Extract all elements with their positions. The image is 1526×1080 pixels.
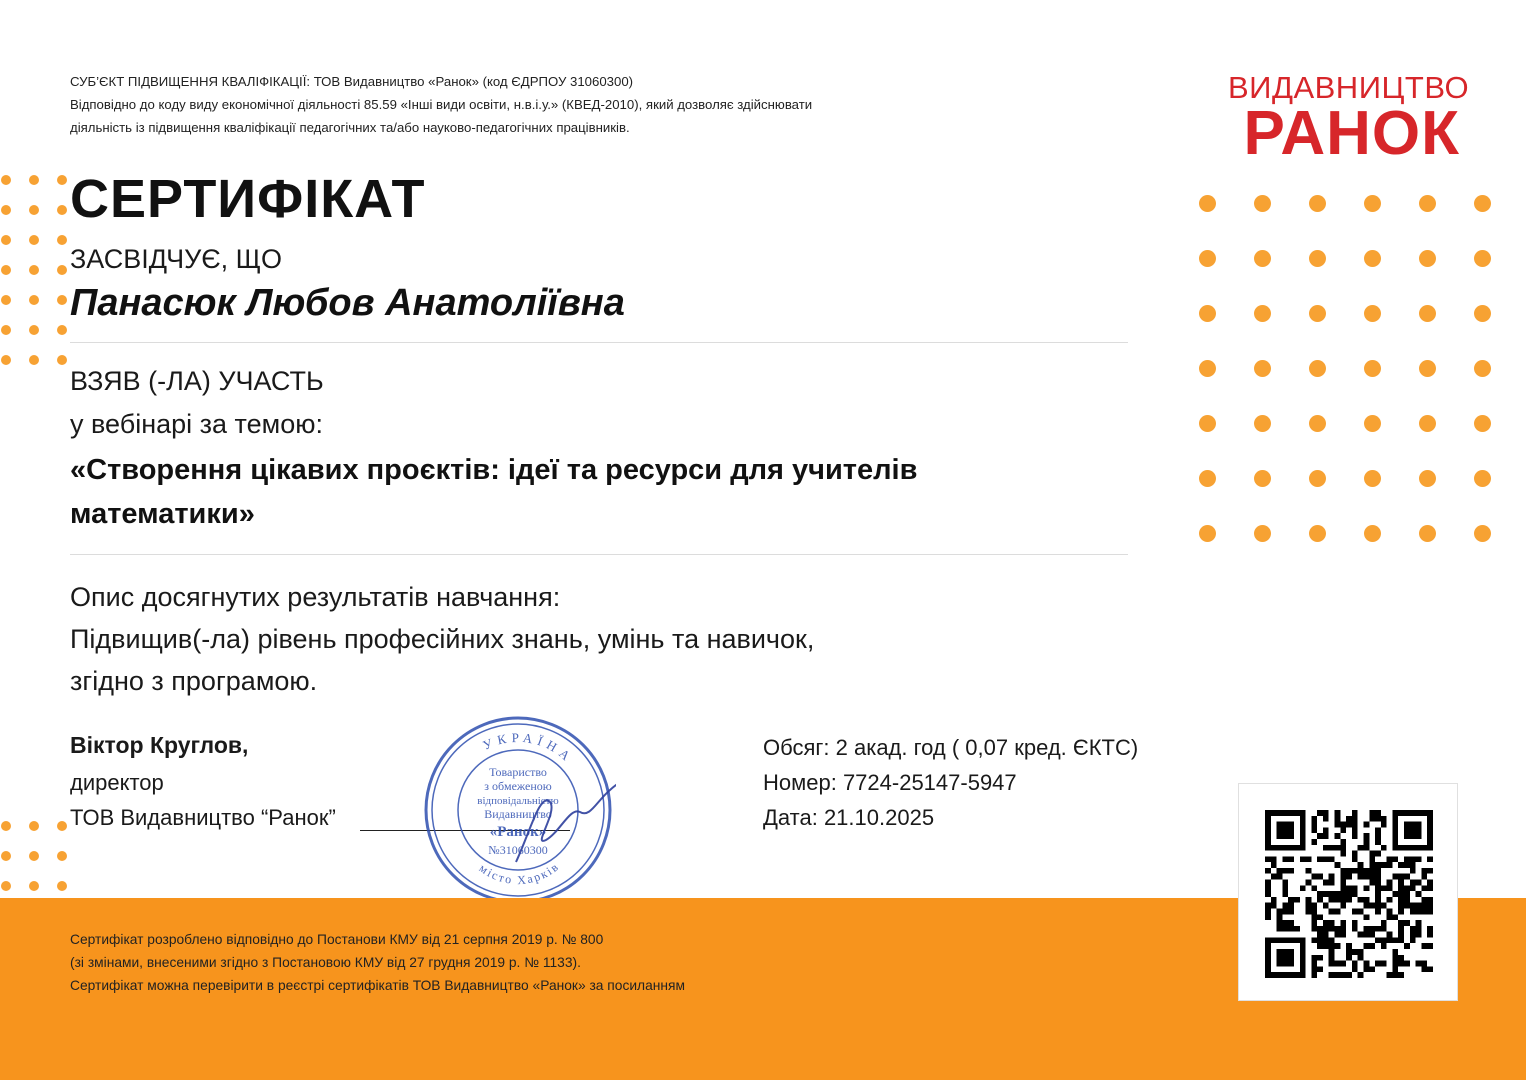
footer-line-3: Сертифікат можна перевірити в реєстрі сертифікатів ТОВ Видавництво «Ранок» за посиланням <box>70 978 685 993</box>
footer-line-2: (зі змінами, внесеними згідно з Постановою КМУ від 27 грудня 2019 р. № 1133). <box>70 955 581 970</box>
decorative-dot <box>29 851 39 861</box>
decorative-dot <box>1474 415 1491 432</box>
decorative-dot <box>1199 360 1216 377</box>
decorative-dot <box>1364 305 1381 322</box>
outcomes-line-1: Опис досягнутих результатів навчання: <box>70 582 561 612</box>
recipient-name: Панасюк Любов Анатоліївна <box>70 282 625 324</box>
decorative-dot <box>1419 195 1436 212</box>
participated-text: ВЗЯВ (-ЛА) УЧАСТЬ <box>70 366 324 396</box>
decorative-dot <box>1 881 11 891</box>
volume-text: Обсяг: 2 акад. год ( 0,07 кред. ЄКТС) <box>763 735 1139 760</box>
decorative-dot <box>29 265 39 275</box>
outcomes-line-3: згідно з програмою. <box>70 666 318 696</box>
qr-code-card[interactable] <box>1238 783 1458 1001</box>
decorative-dot <box>29 355 39 365</box>
decorative-dot <box>1364 415 1381 432</box>
logo-main-text: РАНОК <box>1243 99 1460 168</box>
svg-text:з обмеженою: з обмеженою <box>484 779 552 793</box>
decorative-dot <box>29 235 39 245</box>
decorative-dot <box>1199 470 1216 487</box>
decorative-dot <box>1254 470 1271 487</box>
qr-code-icon[interactable] <box>1265 810 1433 978</box>
signer-organization: ТОВ Видавництво “Ранок” <box>70 805 336 830</box>
decorative-dot <box>57 355 67 365</box>
decorative-dot <box>1309 415 1326 432</box>
svg-text:Товариство: Товариство <box>489 765 547 779</box>
decorative-dot <box>29 881 39 891</box>
decorative-dot <box>1 235 11 245</box>
logo-top-text: ВИДАВНИЦТВО <box>1228 70 1470 105</box>
issuer-legal-info <box>70 70 970 139</box>
certificate-title: СЕРТИФІКАТ <box>70 169 426 229</box>
decorative-dot <box>1199 305 1216 322</box>
decorative-dot <box>29 295 39 305</box>
decorative-dot <box>29 175 39 185</box>
divider <box>70 554 1128 555</box>
signer-name: Віктор Круглов, <box>70 732 249 758</box>
decorative-dot <box>1254 305 1271 322</box>
decorative-dot <box>1 205 11 215</box>
divider <box>70 342 1128 343</box>
issue-date: Дата: 21.10.2025 <box>763 805 935 830</box>
decorative-dot <box>57 851 67 861</box>
decorative-dot <box>1364 470 1381 487</box>
certificate-details <box>763 730 1138 835</box>
certifies-text: ЗАСВІДЧУЄ, ЩО <box>70 244 282 274</box>
footer-legal-text <box>70 928 685 997</box>
decorative-dot <box>1 175 11 185</box>
decorative-dot <box>29 205 39 215</box>
decorative-dot <box>1199 415 1216 432</box>
webinar-topic-line-1: «Створення цікавих проєктів: ідеї та ресурси для учителів <box>70 454 918 486</box>
decorative-dot <box>1199 525 1216 542</box>
svg-text:«Ранок»: «Ранок» <box>489 824 547 840</box>
decorative-dot <box>1474 360 1491 377</box>
svg-text:№31060300: №31060300 <box>488 843 548 857</box>
decorative-dot <box>1309 195 1326 212</box>
svg-text:УКРАЇНА: УКРАЇНА <box>480 729 577 767</box>
decorative-dot <box>1 265 11 275</box>
decorative-dot <box>1309 360 1326 377</box>
decorative-dot <box>1 821 11 831</box>
decorative-dot <box>29 325 39 335</box>
legal-line-3: діяльність із підвищення кваліфікації педагогічних та/або науково-педагогічних працівників. <box>70 120 630 135</box>
decorative-dot <box>1254 360 1271 377</box>
webinar-topic-line-2: математики» <box>70 498 255 530</box>
legal-line-2: Відповідно до коду виду економічної діяльності 85.59 «Інші види освіти, н.в.і.у.» (КВЕД-2010), який дозволяє здійснювати <box>70 97 813 112</box>
decorative-dot <box>1474 250 1491 267</box>
decorative-dot <box>57 235 67 245</box>
outcomes-line-2: Підвищив(-ла) рівень професійних знань, умінь та навичок, <box>70 624 815 654</box>
decorative-dot <box>1419 250 1436 267</box>
decorative-dot <box>1199 250 1216 267</box>
decorative-dot <box>1364 525 1381 542</box>
footer-line-1: Сертифікат розроблено відповідно до Постанови КМУ від 21 серпня 2019 р. № 800 <box>70 932 604 947</box>
learning-outcomes <box>70 576 814 702</box>
decorative-dot <box>1 295 11 305</box>
decorative-dot <box>1309 305 1326 322</box>
decorative-dot <box>57 205 67 215</box>
decorative-dot <box>1199 195 1216 212</box>
decorative-dot <box>1474 525 1491 542</box>
decorative-dot <box>1254 525 1271 542</box>
svg-text:відповідальністю: відповідальністю <box>477 795 559 807</box>
decorative-dot <box>1419 305 1436 322</box>
svg-text:місто Харків: місто Харків <box>476 858 563 888</box>
decorative-dot <box>29 821 39 831</box>
decorative-dot <box>57 295 67 305</box>
decorative-dot <box>1419 415 1436 432</box>
decorative-dot <box>57 881 67 891</box>
decorative-dot <box>57 325 67 335</box>
decorative-dot <box>1309 525 1326 542</box>
decorative-dot <box>1419 470 1436 487</box>
decorative-dot <box>1254 250 1271 267</box>
decorative-dot <box>1 851 11 861</box>
signer-position: директор <box>70 770 164 795</box>
decorative-dot <box>1419 525 1436 542</box>
certificate-number: Номер: 7724-25147-5947 <box>763 770 1017 795</box>
decorative-dot <box>1309 250 1326 267</box>
svg-text:Видавництво: Видавництво <box>484 807 552 821</box>
decorative-dot <box>1254 195 1271 212</box>
decorative-dot <box>1309 470 1326 487</box>
decorative-dot <box>57 265 67 275</box>
decorative-dot <box>1474 195 1491 212</box>
decorative-dot <box>57 821 67 831</box>
topic-label: у вебінарі за темою: <box>70 409 323 439</box>
decorative-dot <box>1419 360 1436 377</box>
official-stamp <box>420 712 616 908</box>
decorative-dot <box>1364 250 1381 267</box>
decorative-dot <box>1254 415 1271 432</box>
decorative-dot <box>1 355 11 365</box>
decorative-dot <box>1474 470 1491 487</box>
publisher-logo <box>1228 70 1470 168</box>
decorative-dot <box>1474 305 1491 322</box>
decorative-dot <box>57 175 67 185</box>
decorative-dot <box>1364 360 1381 377</box>
decorative-dot <box>1 325 11 335</box>
webinar-topic <box>70 448 1070 536</box>
decorative-dot <box>1364 195 1381 212</box>
legal-line-1: СУБ’ЄКТ ПІДВИЩЕННЯ КВАЛІФІКАЦІЇ: ТОВ Видавництво «Ранок» (код ЄДРПОУ 31060300) <box>70 74 634 89</box>
